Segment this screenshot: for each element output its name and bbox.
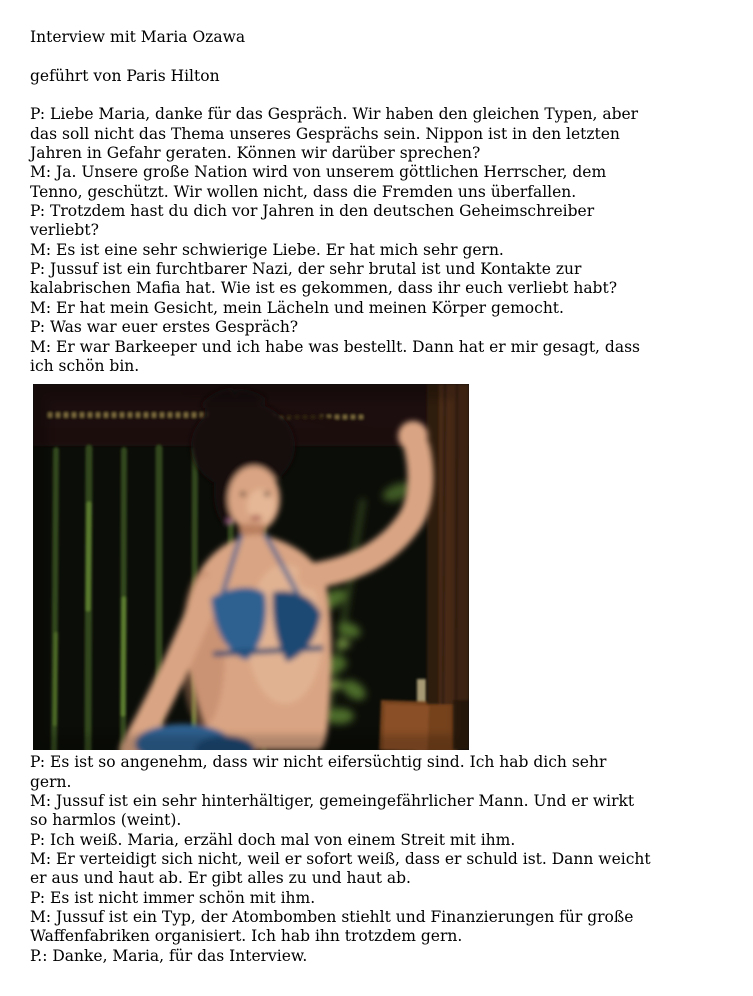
interview-photo xyxy=(33,384,469,750)
dialog-line: P: Liebe Maria, danke für das Gespräch. Wir haben den gleichen Typen, aber xyxy=(30,105,639,124)
spacer-line xyxy=(30,86,753,105)
dialog-line: P: Es ist so angenehm, dass wir nicht eifersüchtig sind. Ich hab dich sehr xyxy=(30,753,607,772)
dialog-line: ich schön bin. xyxy=(30,356,140,375)
dialog-line: gern. xyxy=(30,772,72,791)
dialog-line: Tenno, geschützt. Wir wollen nicht, dass die Fremden uns überfallen. xyxy=(30,182,577,201)
dialog-line: M: Er hat mein Gesicht, mein Lächeln und meinen Körper gemocht. xyxy=(30,298,564,317)
dialog-line: P: Jussuf ist ein furchtbarer Nazi, der sehr brutal ist und Kontakte zur xyxy=(30,260,582,279)
dialog-line: M: Jussuf ist ein sehr hinterhältiger, gemeingefährlicher Mann. Und er wirkt xyxy=(30,791,635,810)
eye-right xyxy=(264,492,270,497)
interview-part-1 xyxy=(30,105,753,376)
page-subtitle: geführt von Paris Hilton xyxy=(30,66,220,85)
dialog-line: P.: Danke, Maria, für das Interview. xyxy=(30,946,308,965)
page-title: Interview mit Maria Ozawa xyxy=(30,28,246,46)
interview-part-2 xyxy=(30,753,753,966)
dialog-line: er aus und haut ab. Er gibt alles zu und haut ab. xyxy=(30,869,411,888)
dialog-line: P: Ich weiß. Maria, erzähl doch mal von einem Streit mit ihm. xyxy=(30,830,516,849)
lips xyxy=(250,515,262,521)
dialog-line: kalabrischen Mafia hat. Wie ist es gekommen, dass ihr euch verliebt habt? xyxy=(30,279,618,298)
dialog-line: M: Jussuf ist ein Typ, der Atombomben stiehlt und Finanzierungen für große xyxy=(30,907,634,926)
dialog-line: Jahren in Gefahr geraten. Können wir darüber sprechen? xyxy=(30,144,481,163)
eye-left xyxy=(240,492,246,497)
earring xyxy=(227,520,232,525)
dialog-line: so harmlos (weint). xyxy=(30,811,182,830)
dialog-line: M: Es ist eine sehr schwierige Liebe. Er hat mich sehr gern. xyxy=(30,240,504,259)
dialog-line: M: Er war Barkeeper und ich habe was bestellt. Dann hat er mir gesagt, dass xyxy=(30,337,640,356)
dialog-line: das soll nicht das Thema unseres Gesprächs sein. Nippon ist in den letzten xyxy=(30,124,620,143)
dialog-line: M: Ja. Unsere große Nation wird von unserem göttlichen Herrscher, dem xyxy=(30,163,607,182)
dialog-line: M: Er verteidigt sich nicht, weil er sofort weiß, dass er schuld ist. Dann weicht xyxy=(30,849,651,868)
hand xyxy=(398,421,428,451)
dialog-line: P: Es ist nicht immer schön mit ihm. xyxy=(30,888,316,907)
dialog-line: P: Trotzdem hast du dich vor Jahren in den deutschen Geheimschreiber xyxy=(30,202,595,221)
spacer-line xyxy=(30,47,753,66)
dialog-line: Waffenfabriken organisiert. Ich hab ihn trotzdem gern. xyxy=(30,927,463,946)
dialog-line: verliebt? xyxy=(30,221,99,240)
dialog-line: P: Was war euer erstes Gespräch? xyxy=(30,318,299,337)
photo-illustration xyxy=(33,384,469,750)
